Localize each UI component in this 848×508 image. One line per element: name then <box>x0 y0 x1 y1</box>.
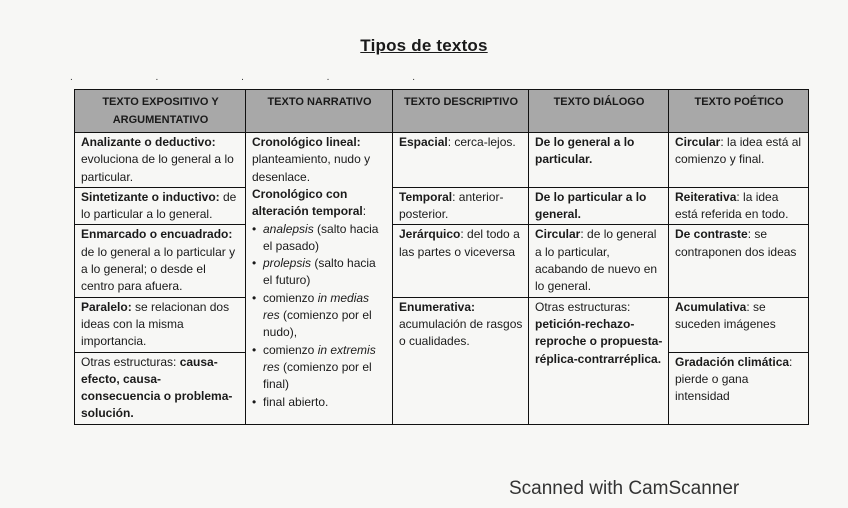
cell-descriptivo-2: Temporal: anterior-posterior. <box>393 187 529 225</box>
list-item: • prolepsis (salto hacia el futuro) <box>252 255 387 290</box>
header-narrativo: TEXTO NARRATIVO <box>246 90 393 133</box>
header-row <box>75 90 809 133</box>
cell-poetico-3: De contraste: se contraponen dos ideas <box>669 225 809 297</box>
table-row <box>75 187 809 225</box>
cell-poetico-5: Gradación climática: pierde o gana intensidad <box>669 352 809 424</box>
header-dialogo: TEXTO DIÁLOGO <box>529 90 669 133</box>
table-row <box>75 133 809 188</box>
cell-expositivo-1: Analizante o deductivo: evoluciona de lo general a lo particular. <box>75 133 246 188</box>
list-item: • comienzo in medias res (comienzo por el nudo), <box>252 290 387 342</box>
cell-expositivo-4: Paralelo: se relacionan dos ideas con la misma importancia. <box>75 297 246 352</box>
header-poetico: TEXTO POÉTICO <box>669 90 809 133</box>
cell-expositivo-3: Enmarcado o encuadrado: de lo general a lo particular y a lo general; o desde el centro para afuera. <box>75 225 246 297</box>
list-item: • comienzo in extremis res (comienzo por el final) <box>252 342 387 394</box>
table-row <box>75 225 809 297</box>
cell-expositivo-5: Otras estructuras: causa-efecto, causa-consecuencia o problema-solución. <box>75 352 246 424</box>
page-title: Tipos de textos <box>360 36 488 55</box>
list-item: • final abierto. <box>252 394 387 411</box>
cell-dialogo-4: Otras estructuras: petición-rechazo-reproche o propuesta-réplica-contrarréplica. <box>529 297 669 424</box>
cell-descriptivo-1: Espacial: cerca-lejos. <box>393 133 529 188</box>
narrativo-list <box>252 221 387 411</box>
header-expositivo: TEXTO EXPOSITIVO Y ARGUMENTATIVO <box>75 90 246 133</box>
scanner-watermark: Scanned with CamScanner <box>509 478 740 499</box>
cell-poetico-2: Reiterativa: la idea está referida en todo. <box>669 187 809 225</box>
list-item: • analepsis (salto hacia el pasado) <box>252 221 387 256</box>
cell-poetico-4: Acumulativa: se suceden imágenes <box>669 297 809 352</box>
cell-expositivo-2: Sintetizante o inductivo: de lo particular a lo general. <box>75 187 246 225</box>
cell-dialogo-1: De lo general a lo particular. <box>529 133 669 188</box>
header-descriptivo: TEXTO DESCRIPTIVO <box>393 90 529 133</box>
cell-dialogo-2: De lo particular a lo general. <box>529 187 669 225</box>
text-types-table <box>74 89 809 425</box>
cell-narrativo: Cronológico lineal: planteamiento, nudo y desenlace. Cronológico con alteración temporal: • analepsis (salto hacia el pasado) • prolepsis (salto hacia el futuro) • comienzo in medias res (comienzo por el nudo), • comienzo in extremis res (comienzo por el final) • final abierto. <box>246 133 393 425</box>
cell-descriptivo-4: Enumerativa: acumulación de rasgos o cualidades. <box>393 297 529 424</box>
cell-dialogo-3: Circular: de lo general a lo particular, acabando de nuevo en lo general. <box>529 225 669 297</box>
cell-poetico-1: Circular: la idea está al comienzo y final. <box>669 133 809 188</box>
table-row <box>75 297 809 352</box>
scan-specks: . . . . . <box>70 72 456 83</box>
cell-descriptivo-3: Jerárquico: del todo a las partes o viceversa <box>393 225 529 297</box>
